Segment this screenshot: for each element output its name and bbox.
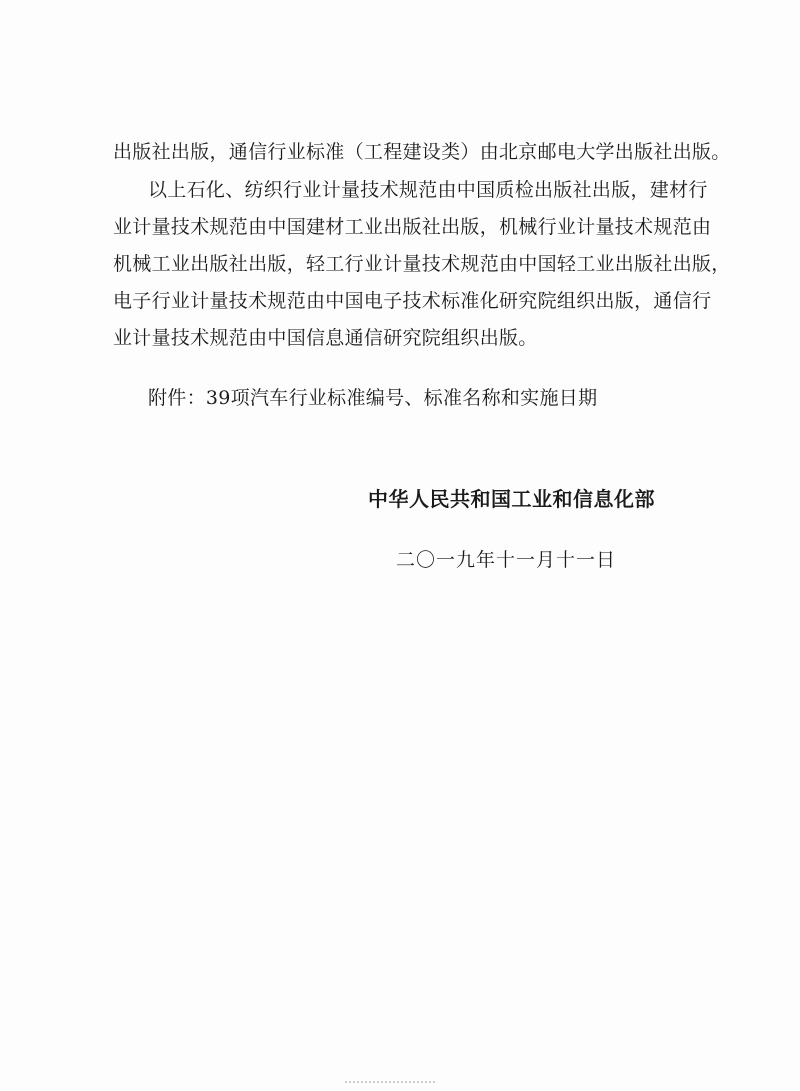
- paragraph2-line-3: 机械工业出版社出版，轻工行业计量技术规范由中国轻工业出版社出版，: [113, 253, 731, 275]
- paragraph2-line-5: 业计量技术规范由中国信息通信研究院组织出版。: [113, 327, 538, 349]
- footer-mark: [345, 1081, 435, 1087]
- paragraph1-line-1: 出版社出版，通信行业标准（工程建设类）由北京邮电大学出版社出版。: [113, 141, 731, 163]
- issue-date: 二〇一九年十一月十一日: [396, 549, 617, 571]
- issuer-signature: 中华人民共和国工业和信息化部: [368, 487, 655, 511]
- paragraph2-line-4: 电子行业计量技术规范由中国电子技术标准化研究院组织出版，通信行: [113, 290, 712, 312]
- attachment-line: 附件：39项汽车行业标准编号、标准名称和实施日期: [148, 387, 598, 409]
- paragraph2-line-1: 以上石化、纺织行业计量技术规范由中国质检出版社出版，建材行: [148, 179, 708, 201]
- paragraph2-line-2: 业计量技术规范由中国建材工业出版社出版，机械行业计量技术规范由: [113, 216, 712, 238]
